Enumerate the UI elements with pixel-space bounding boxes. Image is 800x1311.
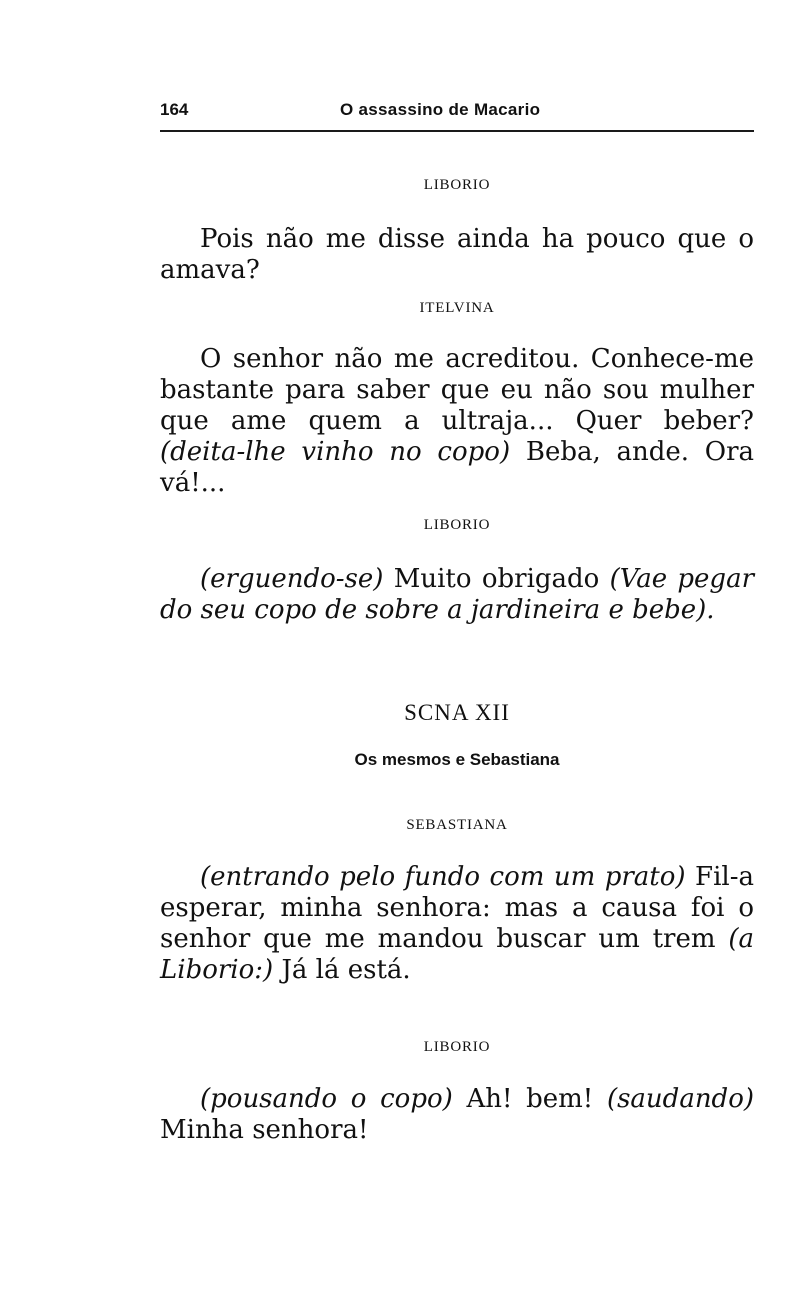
stage-direction: (pousando o copo): [200, 1084, 453, 1114]
dialogue-liborio-2: [160, 564, 754, 626]
dialogue-itelvina: [160, 344, 754, 499]
stage-direction: (entrando pelo fundo com um prato): [200, 862, 686, 892]
dialogue-liborio-1: [160, 224, 754, 286]
stage-direction: (a Liborio:): [160, 924, 754, 985]
running-title: O assassino de Macario: [340, 100, 541, 119]
dialogue-text: Beba, ande. Ora vá!...: [160, 437, 754, 498]
speaker-sebastiana: SEBASTIANA: [406, 817, 508, 833]
stage-direction: (Vae pegar do seu copo de sobre a jardineira e bebe).: [160, 564, 754, 625]
speaker-liborio-2: LIBORIO: [423, 517, 491, 533]
dialogue-text: O senhor não me acreditou. Conhece-me bastante para saber que eu não sou mulher que ame quem a ultraja... Quer beber?: [160, 344, 754, 436]
dialogue-liborio-3: [160, 1084, 754, 1146]
stage-direction: (erguendo-se): [200, 564, 384, 594]
stage-direction: (deita-lhe vinho no copo): [160, 437, 511, 467]
dialogue-line: amava?: [160, 255, 260, 285]
dialogue-text: Muito obrigado: [383, 564, 610, 594]
page-header: [160, 98, 754, 132]
dialogue-text: Fil-a esperar, minha senhora: mas a causa foi o senhor que me mandou buscar um trem: [160, 862, 754, 954]
scene-subtitle: Os mesmos e Sebastiana: [354, 750, 560, 769]
dialogue-line: Pois não me disse ainda ha pouco que o: [200, 224, 754, 254]
scene-title: SCNA XII: [404, 700, 510, 725]
page-number: 164: [160, 100, 189, 119]
stage-direction: (saudando): [606, 1084, 754, 1114]
speaker-itelvina: ITELVINA: [419, 300, 495, 316]
dialogue-text: Já lá está.: [273, 955, 411, 985]
dialogue-sebastiana: [160, 862, 754, 986]
speaker-liborio-1: LIBORIO: [423, 177, 491, 193]
dialogue-text: Ah! bem!: [452, 1084, 607, 1114]
dialogue-text: Minha senhora!: [160, 1115, 369, 1145]
speaker-liborio-3: LIBORIO: [423, 1039, 491, 1055]
